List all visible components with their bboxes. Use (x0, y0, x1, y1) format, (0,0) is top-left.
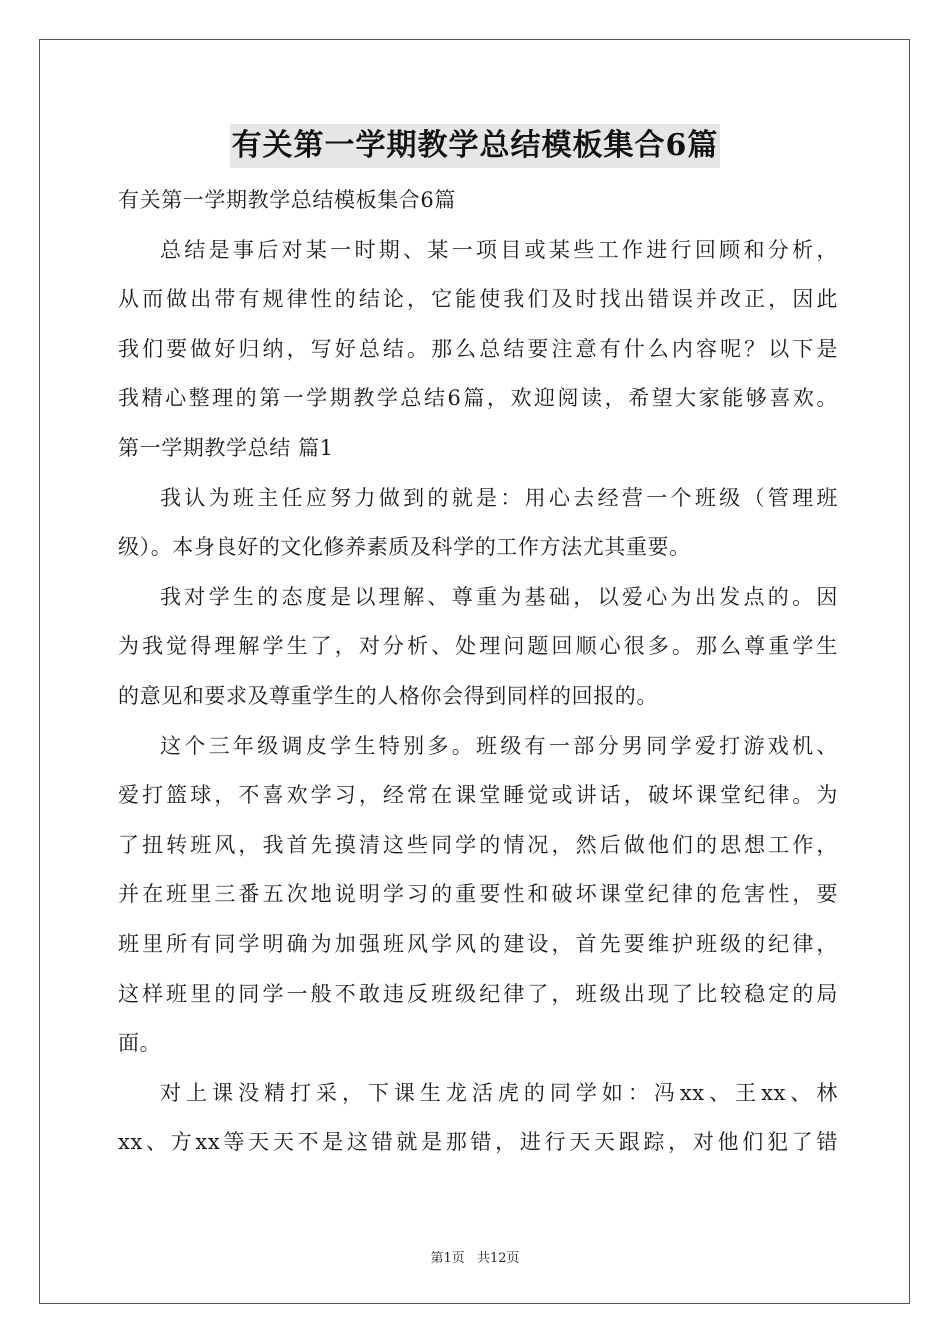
text-line: xx、方xx等天天不是这错就是那错，进行天天跟踪，对他们犯了错 (118, 1130, 838, 1155)
page-footer (0, 1247, 950, 1266)
page-number: 第1页 (430, 1251, 465, 1266)
text-line: 班里所有同学明确为加强班风学风的建设，首先要维护班级的纪律， (118, 931, 838, 956)
text-line: 有关第一学期教学总结模板集合6篇 (118, 188, 456, 212)
text-line: 这样班里的同学一般不敢违反班级纪律了，班级出现了比较稳定的局 (118, 981, 838, 1006)
title-area (0, 124, 950, 168)
text-line: 总结是事后对某一时期、某一项目或某些工作进行回顾和分析， (160, 237, 838, 262)
text-line: 第一学期教学总结 篇1 (118, 435, 334, 460)
text-line: 为我觉得理解学生了，对分析、处理问题回顺心很多。那么尊重学生 (118, 634, 838, 659)
text-line: 级）。本身良好的文化修养素质及科学的工作方法尤其重要。 (118, 535, 691, 560)
text-line: 对上课没精打采，下课生龙活虎的同学如：冯xx、王xx、林 (160, 1080, 838, 1105)
text-line: 这个三年级调皮学生特别多。班级有一部分男同学爱打游戏机、 (160, 733, 838, 758)
document-body (118, 176, 838, 1168)
text-line: 了扭转班风，我首先摸清这些同学的情况，然后做他们的思想工作， (118, 832, 838, 857)
text-line: 我对学生的态度是以理解、尊重为基础，以爱心为出发点的。因 (160, 584, 838, 609)
text-line: 从而做出带有规律性的结论，它能使我们及时找出错误并改正，因此 (118, 287, 838, 312)
text-line: 我认为班主任应努力做到的就是：用心去经营一个班级（管理班 (160, 485, 838, 510)
page-total: 共12页 (476, 1251, 520, 1266)
text-line: 并在班里三番五次地说明学习的重要性和破坏课堂纪律的危害性，要 (118, 882, 838, 907)
text-line: 我们要做好归纳，写好总结。那么总结要注意有什么内容呢？以下是 (118, 336, 838, 361)
text-line: 爱打篮球，不喜欢学习，经常在课堂睡觉或讲话，破坏课堂纪律。为 (118, 783, 838, 808)
text-line: 面。 (118, 1031, 162, 1056)
text-line: 我精心整理的第一学期教学总结6篇，欢迎阅读，希望大家能够喜欢。 (118, 386, 838, 411)
text-line: 的意见和要求及尊重学生的人格你会得到同样的回报的。 (118, 683, 658, 708)
document-title: 有关第一学期教学总结模板集合6篇 (230, 124, 721, 168)
